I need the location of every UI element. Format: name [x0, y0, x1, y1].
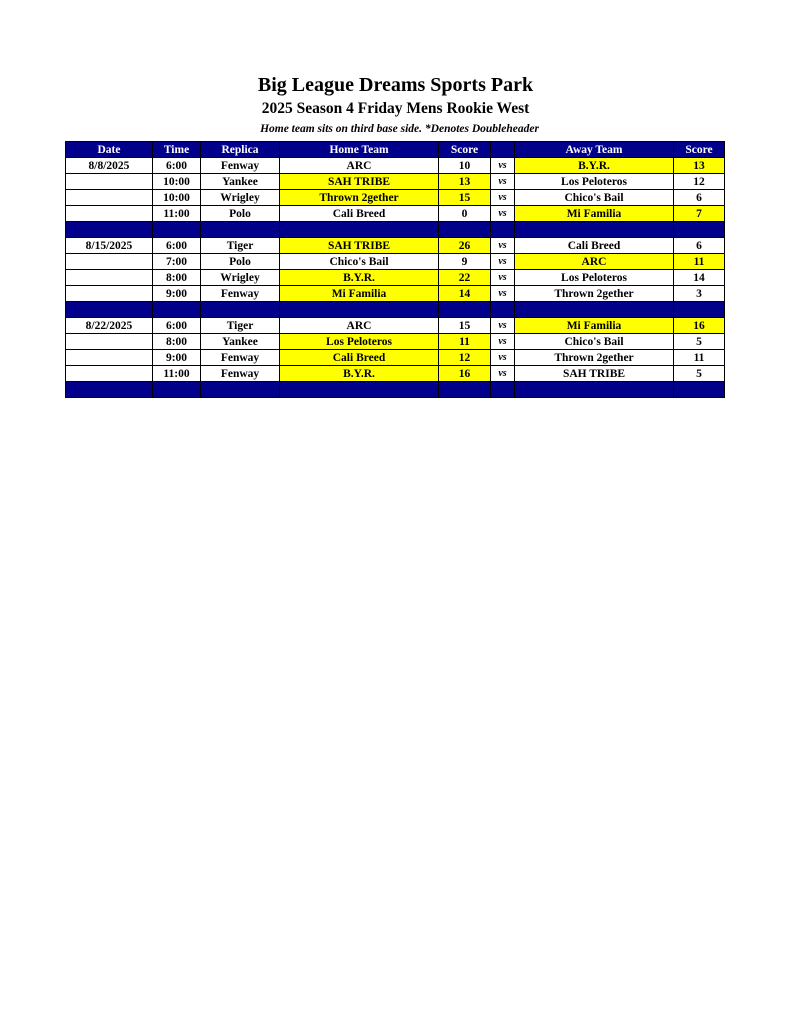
vs-label: vs — [491, 254, 515, 270]
col-header-date: Date — [66, 142, 153, 158]
separator-cell — [280, 382, 439, 398]
table-row — [66, 318, 725, 334]
away-score: 14 — [674, 270, 725, 286]
away-team: B.Y.R. — [515, 158, 674, 174]
table-row — [66, 174, 725, 190]
home-team: B.Y.R. — [280, 366, 439, 382]
away-team: ARC — [515, 254, 674, 270]
game-replica: Polo — [201, 206, 280, 222]
separator-cell — [515, 222, 674, 238]
home-team: ARC — [280, 318, 439, 334]
vs-label: vs — [491, 366, 515, 382]
schedule-table — [65, 141, 725, 398]
vs-label: vs — [491, 350, 515, 366]
game-time: 9:00 — [153, 350, 201, 366]
game-replica: Fenway — [201, 366, 280, 382]
game-date — [66, 286, 153, 302]
col-header-home-team: Home Team — [280, 142, 439, 158]
away-score: 11 — [674, 254, 725, 270]
vs-label: vs — [491, 206, 515, 222]
home-score: 26 — [439, 238, 491, 254]
game-time: 8:00 — [153, 270, 201, 286]
separator-cell — [66, 302, 153, 318]
home-team: B.Y.R. — [280, 270, 439, 286]
table-row — [66, 254, 725, 270]
home-score: 15 — [439, 318, 491, 334]
table-row — [66, 206, 725, 222]
home-score: 13 — [439, 174, 491, 190]
away-score: 5 — [674, 334, 725, 350]
home-score: 10 — [439, 158, 491, 174]
game-date: 8/8/2025 — [66, 158, 153, 174]
table-row — [66, 190, 725, 206]
schedule-note: Home team sits on third base side. *Denotes Doubleheader — [260, 123, 539, 135]
game-time: 9:00 — [153, 286, 201, 302]
separator-cell — [515, 302, 674, 318]
home-score: 11 — [439, 334, 491, 350]
col-header-away-team: Away Team — [515, 142, 674, 158]
separator-cell — [674, 382, 725, 398]
game-date — [66, 350, 153, 366]
away-team: Cali Breed — [515, 238, 674, 254]
table-row — [66, 334, 725, 350]
date-separator-row — [66, 222, 725, 238]
home-score: 9 — [439, 254, 491, 270]
away-team: Thrown 2gether — [515, 286, 674, 302]
home-team: Cali Breed — [280, 350, 439, 366]
col-header-vs — [491, 142, 515, 158]
game-date — [66, 190, 153, 206]
separator-cell — [153, 222, 201, 238]
table-row — [66, 270, 725, 286]
home-score: 0 — [439, 206, 491, 222]
away-team: Chico's Bail — [515, 190, 674, 206]
home-score: 16 — [439, 366, 491, 382]
home-team: SAH TRIBE — [280, 174, 439, 190]
away-score: 7 — [674, 206, 725, 222]
separator-cell — [439, 382, 491, 398]
game-replica: Tiger — [201, 238, 280, 254]
game-replica: Wrigley — [201, 190, 280, 206]
separator-cell — [491, 222, 515, 238]
game-date — [66, 270, 153, 286]
game-replica: Fenway — [201, 158, 280, 174]
table-row — [66, 158, 725, 174]
table-row — [66, 366, 725, 382]
home-team: Cali Breed — [280, 206, 439, 222]
game-date: 8/15/2025 — [66, 238, 153, 254]
home-score: 22 — [439, 270, 491, 286]
away-team: SAH TRIBE — [515, 366, 674, 382]
game-replica: Fenway — [201, 350, 280, 366]
game-time: 10:00 — [153, 174, 201, 190]
game-time: 8:00 — [153, 334, 201, 350]
home-score: 15 — [439, 190, 491, 206]
away-team: Mi Familia — [515, 206, 674, 222]
game-time: 6:00 — [153, 158, 201, 174]
separator-cell — [439, 302, 491, 318]
away-team: Los Peloteros — [515, 270, 674, 286]
game-replica: Polo — [201, 254, 280, 270]
game-date — [66, 366, 153, 382]
separator-cell — [491, 382, 515, 398]
game-time: 10:00 — [153, 190, 201, 206]
game-date — [66, 174, 153, 190]
separator-cell — [280, 222, 439, 238]
vs-label: vs — [491, 190, 515, 206]
game-date: 8/22/2025 — [66, 318, 153, 334]
vs-label: vs — [491, 238, 515, 254]
separator-cell — [66, 222, 153, 238]
col-header-home-score: Score — [439, 142, 491, 158]
separator-cell — [201, 222, 280, 238]
separator-cell — [66, 382, 153, 398]
separator-cell — [674, 302, 725, 318]
away-score: 6 — [674, 238, 725, 254]
game-date — [66, 334, 153, 350]
game-time: 6:00 — [153, 238, 201, 254]
game-date — [66, 254, 153, 270]
home-score: 14 — [439, 286, 491, 302]
game-replica: Fenway — [201, 286, 280, 302]
separator-cell — [153, 302, 201, 318]
away-score: 5 — [674, 366, 725, 382]
table-header-row — [66, 142, 725, 158]
separator-cell — [515, 382, 674, 398]
game-replica: Yankee — [201, 334, 280, 350]
vs-label: vs — [491, 174, 515, 190]
vs-label: vs — [491, 334, 515, 350]
home-team: ARC — [280, 158, 439, 174]
away-score: 13 — [674, 158, 725, 174]
away-team: Los Peloteros — [515, 174, 674, 190]
away-team: Chico's Bail — [515, 334, 674, 350]
table-row — [66, 350, 725, 366]
separator-cell — [280, 302, 439, 318]
away-score: 6 — [674, 190, 725, 206]
game-replica: Tiger — [201, 318, 280, 334]
home-team: Mi Familia — [280, 286, 439, 302]
vs-label: vs — [491, 270, 515, 286]
vs-label: vs — [491, 286, 515, 302]
page-subtitle: 2025 Season 4 Friday Mens Rookie West — [261, 100, 530, 117]
game-time: 11:00 — [153, 206, 201, 222]
game-date — [66, 206, 153, 222]
separator-cell — [201, 302, 280, 318]
game-time: 6:00 — [153, 318, 201, 334]
away-score: 11 — [674, 350, 725, 366]
away-score: 12 — [674, 174, 725, 190]
home-score: 12 — [439, 350, 491, 366]
away-team: Mi Familia — [515, 318, 674, 334]
separator-cell — [201, 382, 280, 398]
table-row — [66, 238, 725, 254]
away-team: Thrown 2gether — [515, 350, 674, 366]
game-time: 7:00 — [153, 254, 201, 270]
away-score: 3 — [674, 286, 725, 302]
vs-label: vs — [491, 318, 515, 334]
home-team: Thrown 2gether — [280, 190, 439, 206]
separator-cell — [674, 222, 725, 238]
game-replica: Yankee — [201, 174, 280, 190]
home-team: Chico's Bail — [280, 254, 439, 270]
page-title: Big League Dreams Sports Park — [257, 74, 534, 96]
game-time: 11:00 — [153, 366, 201, 382]
game-replica: Wrigley — [201, 270, 280, 286]
col-header-replica: Replica — [201, 142, 280, 158]
away-score: 16 — [674, 318, 725, 334]
separator-cell — [491, 302, 515, 318]
separator-cell — [439, 222, 491, 238]
col-header-away-score: Score — [674, 142, 725, 158]
home-team: SAH TRIBE — [280, 238, 439, 254]
date-separator-row — [66, 382, 725, 398]
col-header-time: Time — [153, 142, 201, 158]
date-separator-row — [66, 302, 725, 318]
separator-cell — [153, 382, 201, 398]
vs-label: vs — [491, 158, 515, 174]
home-team: Los Peloteros — [280, 334, 439, 350]
table-row — [66, 286, 725, 302]
